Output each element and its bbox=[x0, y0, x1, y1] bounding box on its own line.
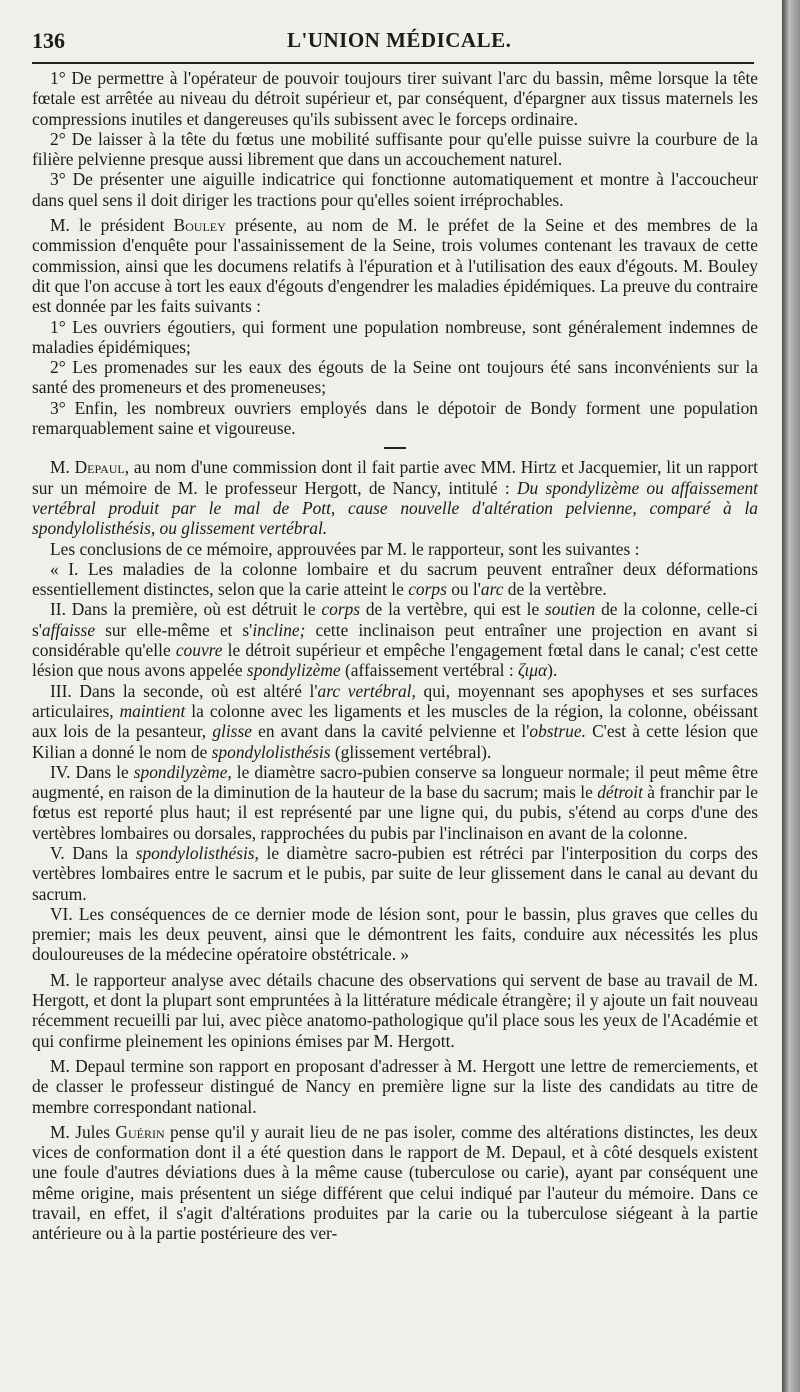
speaker-name: Guérin bbox=[115, 1121, 165, 1142]
header-rule bbox=[32, 62, 754, 64]
forceps-item-3: 3° De présenter une aiguille indicatrice qui fonctionne automatiquement et montre à l'accoucheur dans quel sens il doit diriger les tractions pour qu'elles soient irréprochables. bbox=[32, 169, 758, 210]
guerin-paragraph: M. Jules Guérin pense qu'il y aurait lieu de ne pas isoler, comme des altérations distinctes, les deux vices de conformation dont il a été question dans le rapport de M. Depaul, et à côté desquels existent une foule d'autres déviations dues à la même cause (tuberculose ou carie), ayant par conséquent une même origine, mais présentent un siége différent que celui indiqué par l'auteur du mémoire. Dans ce travail, en effet, il s'agit d'altérations produites par la carie ou la tuberculose siégeant à la partie antérieure ou à la partie postérieure des ver- bbox=[32, 1121, 758, 1244]
conclusion-6: VI. Les conséquences de ce dernier mode de lésion sont, pour le bassin, plus graves que celles du premier; mais les deux peuvent, ainsi que le démontrent les faits, conduire aux nécessités les plus douloureuses de la médecine opératoire obstétricale. » bbox=[32, 903, 758, 965]
speaker-name: Bouley bbox=[173, 215, 226, 236]
conclusion-5: V. Dans la spondylolisthésis, le diamètre sacro-pubien est rétréci par l'interposition du corps des vertèbres lombaires entre le sacrum et le pubis, par suite de leur glissement dans le canal au devant du sacrum. bbox=[32, 842, 758, 904]
conclusion-2: II. Dans la première, où est détruit le corps de la vertèbre, qui est le soutien de la colonne, celle-ci s'affaisse sur elle-même et s'incline; cette inclinaison peut entraîner une projection en avant si considérable qu'elle couvre le détroit supérieur et empêche l'engagement fœtal dans le canal; c'est cette lésion que nous avons appelée spondylizème (affaissement vertébral : ζιμα). bbox=[32, 599, 759, 681]
article-body bbox=[32, 68, 758, 1244]
running-head: L'UNION MÉDICALE. bbox=[287, 28, 512, 52]
analysis-paragraph: M. le rapporteur analyse avec détails chacune des observations qui servent de base au travail de M. Hergott, et dont la plupart sont empruntées à la littérature médicale étrangère; il y ajoute un fait nouveau récemment recueilli par lui, avec pièce anatomo-pathologique qu'il place sous les yeux de l'Académie et qui confirme pleinement les opinions émises par M. Hergott. bbox=[32, 969, 758, 1051]
bouley-item-1: 1° Les ouvriers égoutiers, qui forment une population nombreuse, sont généralement indemnes de maladies épidémiques; bbox=[32, 316, 758, 357]
page-edge bbox=[782, 0, 800, 1392]
conclusion-3: III. Dans la seconde, où est altéré l'arc vertébral, qui, moyennant ses apophyses et ses surfaces articulaires, maintient la colonne avec les ligaments et les muscles de la région, la colonne, obéissant aux lois de la pesanteur, glisse en avant dans la cavité pelvienne et l'obstrue. C'est à cette lésion que Kilian a donné le nom de spondylolisthésis (glissement vertébral). bbox=[32, 680, 758, 762]
bouley-paragraph: M. le président Bouley présente, au nom de M. le préfet de la Seine et des membres de la commission d'enquête pour l'assainissement de la Seine, trois volumes contenant les travaux de cette commission, ainsi que les documens relatifs à l'épuration et à l'utilisation des eaux d'égouts. M. Bouley dit que l'on accuse à tort les eaux d'égouts d'engendrer les maladies épidémiques. La preuve du contraire est donnée par les faits suivants : bbox=[32, 215, 758, 317]
page-header bbox=[32, 22, 752, 56]
forceps-item-1: 1° De permettre à l'opérateur de pouvoir toujours tirer suivant l'arc du bassin, même lorsque la tête fœtale est arrêtée au niveau du détroit supérieur et, par conséquent, d'épargner aux tissus maternels les compressions inutiles et dangereuses qu'ils subissent avec le forceps ordinaire. bbox=[32, 68, 758, 129]
forceps-item-2: 2° De laisser à la tête du fœtus une mobilité suffisante pour qu'elle puisse suivre la courbure de la filière pelvienne presque aussi librement que dans un accouchement naturel. bbox=[32, 128, 758, 170]
speaker-name: Depaul bbox=[74, 457, 125, 478]
bouley-item-3: 3° Enfin, les nombreux ouvriers employés dans le dépotoir de Bondy forment une population remarquablement saine et vigoureuse. bbox=[32, 397, 758, 439]
conclusions-intro: Les conclusions de ce mémoire, approuvées par M. le rapporteur, sont les suivantes : bbox=[50, 538, 640, 559]
bouley-item-2: 2° Les promenades sur les eaux des égouts de la Seine ont toujours été sans inconvénients sur la santé des promeneurs et des promeneuses; bbox=[32, 357, 758, 398]
section-separator bbox=[384, 447, 406, 449]
report-conclusion-paragraph: M. Depaul termine son rapport en proposant d'adresser à M. Hergott une lettre de remerciements, et de classer le professeur distingué de Nancy en première ligne sur la liste des candidats au titre de membre correspondant national. bbox=[32, 1055, 758, 1117]
page-number: 136 bbox=[32, 28, 65, 53]
conclusion-1: « I. Les maladies de la colonne lombaire et du sacrum peuvent entraîner deux déformations essentiellement distinctes, selon que la carie atteint le corps ou l'arc de la vertèbre. bbox=[32, 558, 758, 600]
memoir-title: Du spondylizème ou affaissement vertébral produit par le mal de Pott, cause nouvelle d'altération pelvienne, comparé à la spondylolisthésis, ou glissement vertébral. bbox=[32, 477, 759, 539]
depaul-paragraph: M. Depaul, au nom d'une commission dont il fait partie avec MM. Hirtz et Jacquemier, lit un rapport sur un mémoire de M. le professeur Hergott, de Nancy, intitulé : Du spondylizème ou affaissement vertébral produit par le mal de Pott, cause nouvelle d'altération pelvienne, comparé à la spondylolisthésis, ou glissement vertébral. bbox=[32, 457, 759, 539]
conclusion-4: IV. Dans le spondilyzème, le diamètre sacro-pubien conserve sa longueur normale; il peut même être augmenté, en raison de la diminution de la hauteur de la base du sacrum; mais le détroit à franchir par le fœtus est reporté plus haut; il est représenté par une ligne qui, du pubis, s'étend au corps d'une des vertèbres lombaires ou dorsales, rapprochées du pubis par l'inclinaison en avant de la colonne. bbox=[32, 761, 758, 843]
